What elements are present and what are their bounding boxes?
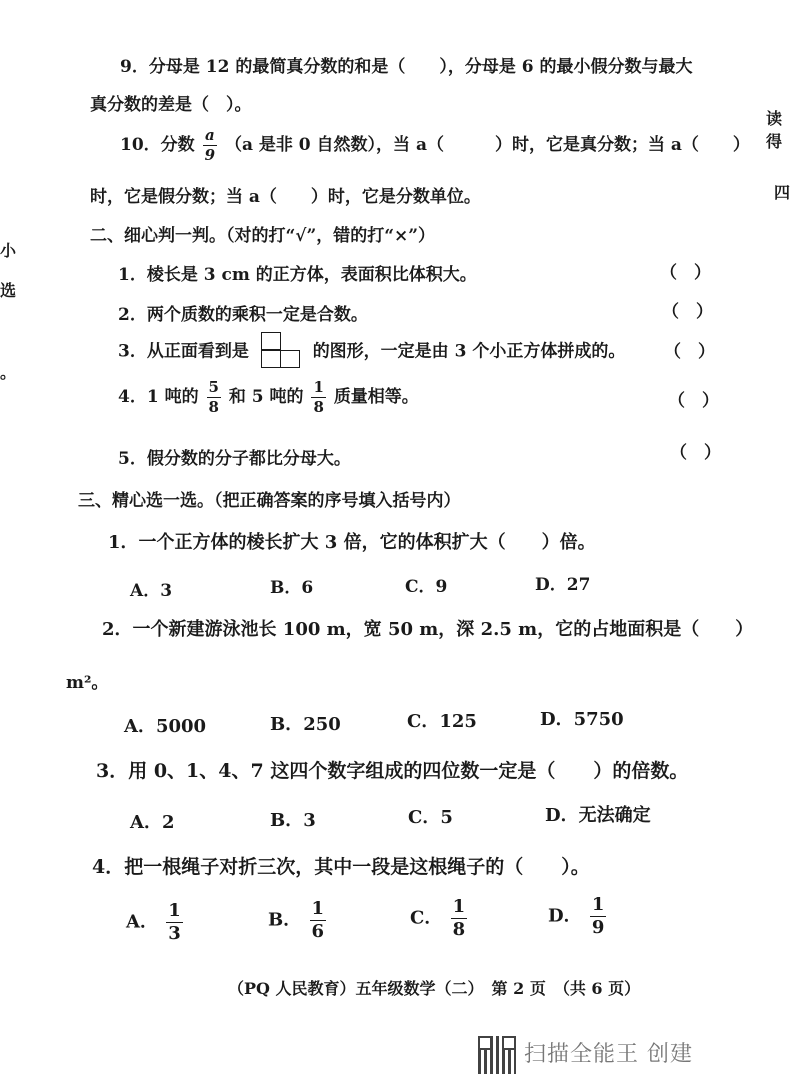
s3-q4-opt-a	[126, 902, 185, 943]
s3-q4-opt-d-den: 9	[591, 917, 605, 938]
s2-item-3-before: 3．从正面看到是	[118, 341, 249, 362]
s3-q4-opt-b-frac	[310, 900, 327, 941]
q9-line2: 真分数的差是（ ）。	[90, 95, 252, 115]
s2-item-3	[118, 332, 625, 372]
s2-item-3-after: 的图形，一定是由 3 个小正方体拼成的。	[312, 341, 626, 362]
s2-item-2: 2．两个质数的乘积一定是合数。	[118, 305, 368, 325]
s3-q3: 3．用 0、1、4、7 这四个数字组成的四位数一定是（ ）的倍数。	[96, 760, 689, 782]
q10-mid: （a 是非 0 自然数），当 a（ ）时，它是真分数；当 a（ ）	[224, 135, 750, 155]
s3-q4-opt-d	[548, 896, 608, 937]
page-footer: （PQ 人民教育）五年级数学（二） 第 2 页 （共 6 页）	[228, 979, 641, 998]
s3-q4-opt-a-den: 3	[168, 923, 181, 944]
s2-item-5-paren: （ ）	[670, 443, 721, 463]
q10-fraction	[203, 128, 217, 163]
s3-q4-opt-b	[268, 900, 328, 941]
q10-line2: 时，它是假分数；当 a（ ）时，它是分数单位。	[90, 187, 481, 207]
s3-q4-opt-d-num: 1	[591, 894, 605, 915]
s3-q2-unit: m²。	[66, 673, 109, 693]
q9-line1: 9．分母是 12 的最简真分数的和是（ ），分母是 6 的最小假分数与最大	[120, 57, 693, 77]
q10-frac-num: a	[203, 128, 217, 146]
s3-q1: 1．一个正方体的棱长扩大 3 倍，它的体积扩大（ ）倍。	[108, 532, 596, 553]
s3-q4-opt-c-den: 8	[452, 919, 466, 940]
s3-q4-opt-d-frac	[590, 896, 607, 937]
scanner-watermark: 扫描全能王 创建	[524, 1042, 693, 1067]
s3-q2-opt-b: B．250	[270, 714, 341, 735]
s2-item-4-frac1-num: 5	[208, 378, 219, 396]
s2-item-1: 1．棱长是 3 cm 的正方体，表面积比体积大。	[118, 265, 477, 285]
s3-q3-opt-c: C．5	[408, 807, 453, 828]
s2-item-4	[118, 380, 419, 415]
s3-q3-opt-b: B．3	[270, 810, 316, 831]
s2-item-4-frac2-den: 8	[313, 398, 324, 416]
s3-q4-opt-b-num: 1	[311, 898, 325, 919]
qr-code-icon	[478, 1036, 516, 1074]
q10-prefix: 10．分数	[120, 135, 195, 155]
s3-q1-opt-c: C．9	[405, 577, 448, 597]
s2-item-4-frac2-num: 1	[313, 378, 324, 396]
s3-q3-opt-d: D．无法确定	[545, 805, 651, 826]
s3-q1-opt-a: A．3	[130, 581, 173, 601]
edge-text-left-3: 。	[0, 363, 17, 382]
s2-item-4-frac1-den: 8	[208, 398, 219, 416]
s2-item-4-part2: 和 5 吨的	[228, 387, 304, 407]
s2-item-5: 5．假分数的分子都比分母大。	[118, 449, 351, 469]
s3-q2-opt-d: D．5750	[540, 709, 624, 730]
s3-q4-opt-c-frac	[451, 898, 468, 939]
s2-item-4-frac1	[207, 380, 221, 415]
s3-q4-opt-d-label: D．	[548, 905, 582, 927]
s3-q4-opt-b-label: B．	[268, 909, 302, 931]
s3-q1-opt-b: B．6	[270, 578, 314, 598]
three-cube-front-view-icon	[259, 332, 303, 372]
edge-text-right-top: 读得	[766, 109, 783, 151]
s3-q4-opt-c	[410, 898, 469, 939]
s3-q3-opt-a: A．2	[130, 812, 175, 833]
s2-item-4-paren: （ ）	[668, 391, 719, 411]
s3-q4-opt-b-den: 6	[311, 921, 325, 942]
edge-text-left-2: 选	[0, 281, 17, 300]
edge-text-right-mid: 四	[774, 183, 791, 202]
edge-text-left-1: 小	[0, 241, 17, 260]
s3-q4-opt-a-frac	[166, 902, 183, 943]
q10-frac-den: 9	[204, 146, 216, 164]
s3-q4-opt-c-label: C．	[410, 907, 443, 929]
s2-item-3-paren: （ ）	[664, 342, 715, 362]
s3-q4-opt-a-label: A．	[126, 911, 158, 933]
s2-item-1-paren: （ ）	[660, 263, 711, 283]
s2-item-2-paren: （ ）	[662, 302, 713, 322]
s2-item-4-part3: 质量相等。	[333, 387, 419, 407]
q10-line1	[120, 128, 750, 163]
s2-item-4-part1: 4．1 吨的	[118, 387, 199, 407]
s3-q2: 2．一个新建游泳池长 100 m，宽 50 m，深 2.5 m，它的占地面积是（ ）	[102, 619, 754, 640]
section2-title: 二、细心判一判。（对的打“√”，错的打“×”）	[90, 226, 436, 246]
s3-q2-opt-a: A．5000	[124, 716, 207, 737]
s3-q4-opt-c-num: 1	[452, 896, 466, 917]
s2-item-4-frac2	[311, 380, 325, 415]
s3-q2-opt-c: C．125	[407, 711, 477, 732]
s3-q4-opt-a-num: 1	[168, 900, 181, 921]
section3-title: 三、精心选一选。（把正确答案的序号填入括号内）	[78, 491, 461, 511]
s3-q4: 4．把一根绳子对折三次，其中一段是这根绳子的（ ）。	[92, 856, 590, 878]
s3-q1-opt-d: D．27	[535, 575, 591, 595]
